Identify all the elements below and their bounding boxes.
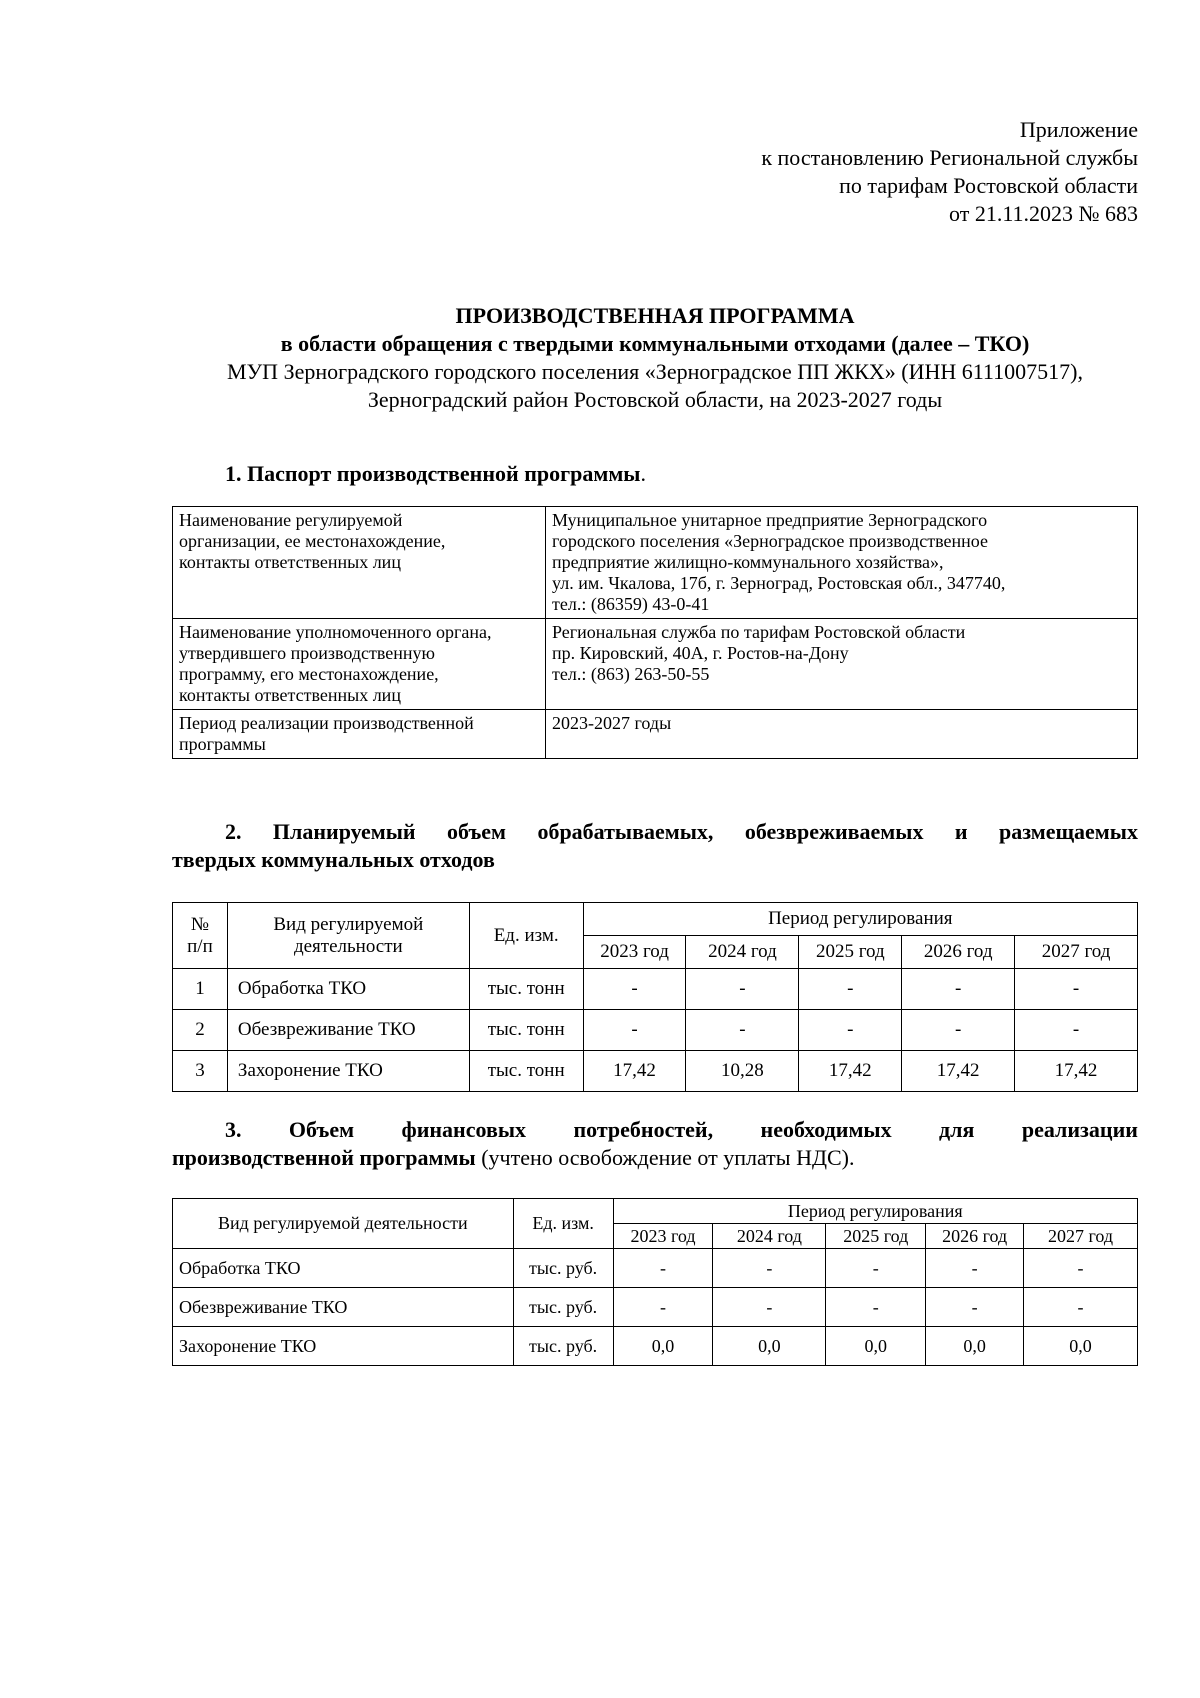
table-header-row: [173, 903, 1138, 936]
cell-line: №: [190, 913, 210, 935]
heading-line: [172, 1116, 1138, 1144]
row-name: Захоронение ТКО: [227, 1051, 469, 1092]
row-value: -: [926, 1249, 1024, 1288]
year-header: 2027 год: [1024, 1224, 1138, 1249]
passport-label: [173, 507, 546, 619]
row-value: -: [1024, 1249, 1138, 1288]
period-header: Период регулирования: [613, 1199, 1137, 1224]
appendix-line: к постановлению Региональной службы: [761, 145, 1138, 170]
year-header: 2023 год: [613, 1224, 713, 1249]
row-value: -: [799, 1010, 902, 1051]
table-row: [173, 969, 1138, 1010]
cell-line: программу, его местонахождение,: [179, 664, 439, 684]
row-unit: тыс. тонн: [469, 1051, 583, 1092]
heading-rest: (учтено освобождение от уплаты НДС).: [475, 1145, 855, 1170]
section1-heading-text: 1. Паспорт производственной программы: [225, 461, 641, 486]
table-header-row: [173, 1199, 1138, 1224]
cell-line: Вид регулируемой: [273, 913, 424, 935]
row-value: 10,28: [686, 1051, 799, 1092]
row-value: 0,0: [826, 1327, 926, 1366]
row-name: Обезвреживание ТКО: [173, 1288, 514, 1327]
row-value: -: [926, 1288, 1024, 1327]
period-header: Период регулирования: [583, 903, 1137, 936]
title-line: ПРОИЗВОДСТВЕННАЯ ПРОГРАММА: [455, 303, 855, 328]
cell-line: городского поселения «Зерноградское производственное: [552, 531, 988, 551]
table-row: [173, 619, 1138, 710]
cell-line: ул. им. Чкалова, 17б, г. Зерноград, Ростовская обл., 347740,: [552, 573, 1006, 593]
col-unit-header: Ед. изм.: [513, 1199, 613, 1249]
appendix-block: [761, 116, 1138, 228]
row-unit: тыс. тонн: [469, 969, 583, 1010]
heading-line: [172, 818, 1138, 846]
row-value: -: [1015, 969, 1138, 1010]
section1-heading: [225, 460, 646, 488]
cell-line: контакты ответственных лиц: [179, 685, 401, 705]
row-name: Захоронение ТКО: [173, 1327, 514, 1366]
cell-line: Период реализации производственной: [179, 713, 474, 733]
heading-word: Планируемый: [272, 819, 416, 844]
cell-line: Наименование уполномоченного органа,: [179, 622, 492, 642]
row-value: -: [799, 969, 902, 1010]
row-value: 17,42: [1015, 1051, 1138, 1092]
cell-line: организации, ее местонахождение,: [179, 531, 446, 551]
row-value: -: [583, 969, 686, 1010]
row-value: 0,0: [713, 1327, 826, 1366]
row-value: -: [613, 1288, 713, 1327]
row-value: -: [826, 1288, 926, 1327]
cell-line: Муниципальное унитарное предприятие Зерноградского: [552, 510, 988, 530]
heading-line: [172, 1144, 1138, 1172]
row-value: -: [902, 969, 1015, 1010]
table-row: [173, 1288, 1138, 1327]
row-value: -: [713, 1288, 826, 1327]
heading-word: для: [939, 1117, 975, 1142]
appendix-line: Приложение: [1019, 117, 1138, 142]
heading-bold-part: производственной программы: [172, 1145, 476, 1170]
row-name: Обработка ТКО: [227, 969, 469, 1010]
row-value: -: [686, 969, 799, 1010]
year-header: 2023 год: [583, 936, 686, 969]
year-header: 2024 год: [686, 936, 799, 969]
col-unit-header: Ед. изм.: [469, 903, 583, 969]
heading-word: 3.: [225, 1117, 242, 1142]
year-header: 2025 год: [799, 936, 902, 969]
row-value: 0,0: [926, 1327, 1024, 1366]
heading-word: потребностей,: [573, 1117, 714, 1142]
passport-label: [173, 619, 546, 710]
year-header: 2027 год: [1015, 936, 1138, 969]
year-header: 2026 год: [926, 1224, 1024, 1249]
section1-heading-tail: .: [640, 461, 646, 486]
cell-line: Наименование регулируемой: [179, 510, 403, 530]
heading-word: обрабатываемых,: [537, 819, 714, 844]
passport-table: [172, 506, 1138, 759]
heading-word: объем: [447, 819, 507, 844]
row-unit: тыс. руб.: [513, 1288, 613, 1327]
volume-table: [172, 902, 1138, 1092]
row-value: 0,0: [1024, 1327, 1138, 1366]
row-value: -: [613, 1249, 713, 1288]
year-header: 2026 год: [902, 936, 1015, 969]
row-value: -: [583, 1010, 686, 1051]
heading-word: реализации: [1021, 1117, 1138, 1142]
table-row: [173, 1051, 1138, 1092]
table-row: [173, 710, 1138, 759]
title-line: МУП Зерноградского городского поселения «Зерноградское ПП ЖКХ» (ИНН 6111007517),: [227, 359, 1083, 384]
col-type-header: Вид регулируемой деятельности: [173, 1199, 514, 1249]
row-value: 17,42: [799, 1051, 902, 1092]
passport-value: [546, 619, 1138, 710]
title-line: Зерноградский район Ростовской области, на 2023-2027 годы: [367, 387, 943, 412]
row-num: 3: [173, 1051, 228, 1092]
passport-value: [546, 710, 1138, 759]
row-value: -: [902, 1010, 1015, 1051]
section3-heading: [172, 1116, 1138, 1172]
cell-line: утвердившего производственную: [179, 643, 435, 663]
row-value: 17,42: [902, 1051, 1015, 1092]
section2-heading: [172, 818, 1138, 874]
year-header: 2024 год: [713, 1224, 826, 1249]
cell-line: деятельности: [293, 935, 403, 957]
passport-label: [173, 710, 546, 759]
row-value: -: [713, 1249, 826, 1288]
passport-value: [546, 507, 1138, 619]
appendix-line: от 21.11.2023 № 683: [949, 201, 1138, 226]
cell-line: программы: [179, 734, 266, 754]
appendix-line: по тарифам Ростовской области: [839, 173, 1138, 198]
row-num: 1: [173, 969, 228, 1010]
heading-word: финансовых: [401, 1117, 527, 1142]
row-value: 0,0: [613, 1327, 713, 1366]
row-unit: тыс. тонн: [469, 1010, 583, 1051]
col-num-header: [173, 903, 228, 969]
table-row: [173, 1249, 1138, 1288]
cell-line: тел.: (863) 263-50-55: [552, 664, 710, 684]
row-unit: тыс. руб.: [513, 1327, 613, 1366]
heading-line: твердых коммунальных отходов: [172, 847, 495, 872]
document-title: [0, 302, 1200, 414]
row-value: -: [686, 1010, 799, 1051]
heading-word: размещаемых: [998, 819, 1138, 844]
heading-word: необходимых: [760, 1117, 892, 1142]
table-row: [173, 1327, 1138, 1366]
finance-table: [172, 1198, 1138, 1366]
table-row: [173, 507, 1138, 619]
heading-word: 2.: [225, 819, 242, 844]
heading-word: и: [954, 819, 968, 844]
heading-word: обезвреживаемых: [744, 819, 924, 844]
cell-line: предприятие жилищно-коммунального хозяйства»,: [552, 552, 944, 572]
cell-line: контакты ответственных лиц: [179, 552, 401, 572]
row-name: Обезвреживание ТКО: [227, 1010, 469, 1051]
row-value: -: [1015, 1010, 1138, 1051]
row-value: 17,42: [583, 1051, 686, 1092]
col-type-header: [227, 903, 469, 969]
heading-word: Объем: [288, 1117, 355, 1142]
year-header: 2025 год: [826, 1224, 926, 1249]
cell-line: пр. Кировский, 40А, г. Ростов-на-Дону: [552, 643, 849, 663]
row-unit: тыс. руб.: [513, 1249, 613, 1288]
row-name: Обработка ТКО: [173, 1249, 514, 1288]
row-value: -: [1024, 1288, 1138, 1327]
cell-line: Региональная служба по тарифам Ростовской области: [552, 622, 966, 642]
cell-line: 2023-2027 годы: [552, 713, 672, 733]
cell-line: п/п: [187, 935, 213, 957]
row-value: -: [826, 1249, 926, 1288]
row-num: 2: [173, 1010, 228, 1051]
title-line: в области обращения с твердыми коммунальными отходами (далее – ТКО): [280, 331, 1030, 356]
cell-line: тел.: (86359) 43-0-41: [552, 594, 710, 614]
table-row: [173, 1010, 1138, 1051]
